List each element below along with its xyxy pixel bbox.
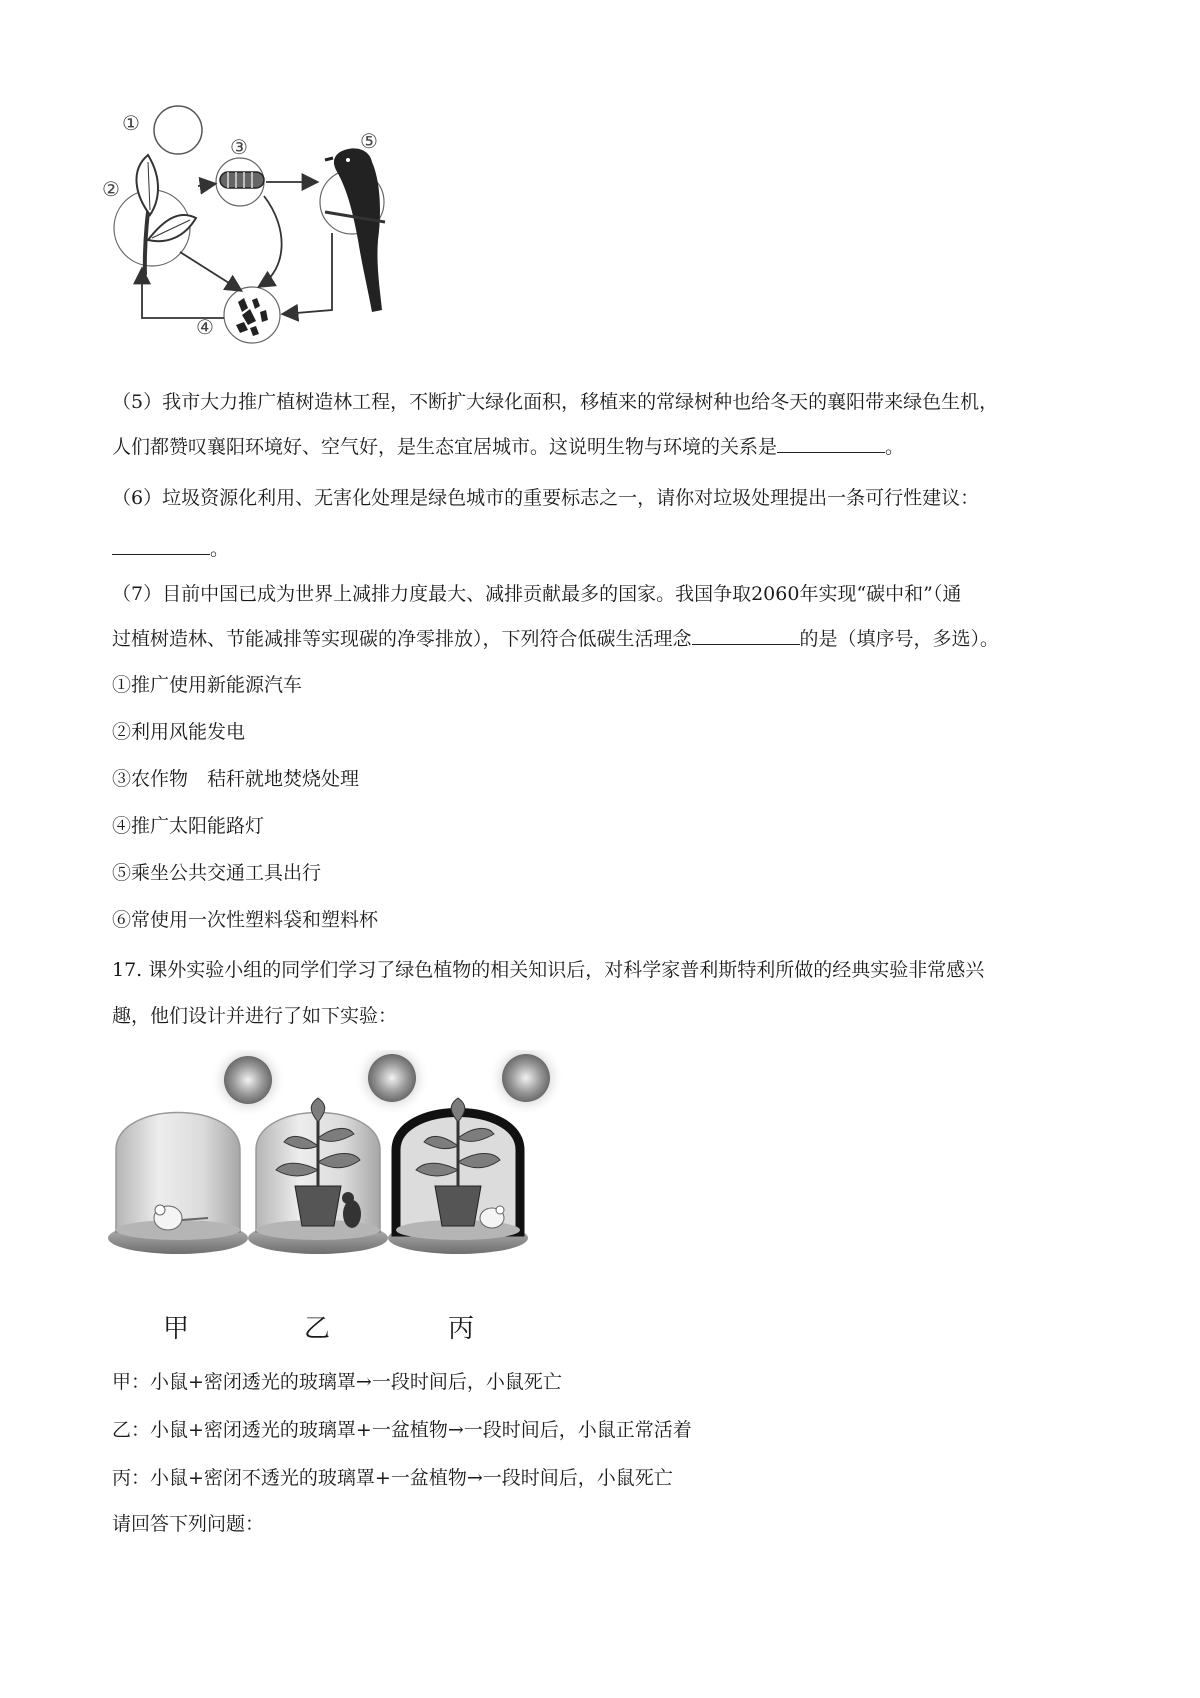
- label-1: ①: [122, 111, 140, 135]
- arrow-plant-to-decomposer: [180, 252, 240, 290]
- label-4: ④: [196, 315, 214, 339]
- plant-icon: [114, 155, 196, 275]
- q5-line-2-text: 人们都赞叹襄阳环境好、空气好，是生态宜居城市。这说明生物与环境的关系是: [112, 436, 778, 458]
- sun-icon: [154, 106, 202, 154]
- q7-option-4: ④推广太阳能路灯: [112, 815, 265, 837]
- sun-icon: [210, 1050, 286, 1118]
- jar-label-bing: 丙: [448, 1314, 475, 1344]
- jar-label-yi: 乙: [304, 1314, 331, 1344]
- bell-jar-experiment: [108, 1050, 628, 1300]
- sun-icon: [488, 1050, 564, 1116]
- label-5: ⑤: [360, 129, 378, 153]
- jar-bing: [388, 1098, 528, 1254]
- food-web-diagram: [100, 100, 400, 370]
- jar-yi: [248, 1098, 388, 1254]
- q6-line-2: [112, 536, 229, 561]
- q5-end: 。: [885, 436, 905, 458]
- q7-option-2: ②利用风能发电: [112, 721, 246, 743]
- q6-answer-blank[interactable]: [112, 536, 210, 555]
- q5-line-2: [112, 434, 904, 459]
- q17-result-yi: 乙：小鼠+密闭透光的玻璃罩+一盆植物→一段时间后，小鼠正常活着: [112, 1419, 692, 1441]
- q7-line-2b: 的是（填序号，多选）。: [799, 628, 1000, 650]
- jar-label-jia: 甲: [163, 1314, 190, 1344]
- q17-line-1: 17. 课外实验小组的同学们学习了绿色植物的相关知识后，对科学家普利斯特利所做的经典实验非常感兴: [112, 959, 985, 981]
- q7-option-1: ①推广使用新能源汽车: [112, 674, 303, 696]
- arrow-bird-to-decomposer: [284, 233, 332, 314]
- q17-result-bing: 丙：小鼠+密闭不透光的玻璃罩+一盆植物→一段时间后，小鼠死亡: [112, 1467, 673, 1489]
- q17-prompt: 请回答下列问题：: [112, 1513, 265, 1535]
- q7-option-3: ③农作物 秸秆就地焚烧处理: [112, 768, 360, 790]
- q5-answer-blank[interactable]: [777, 434, 885, 453]
- q17-result-jia: 甲：小鼠+密闭透光的玻璃罩→一段时间后，小鼠死亡: [112, 1371, 562, 1393]
- q7-line-1: （7）目前中国已成为世界上减排力度最大、减排贡献最多的国家。我国争取2060年实现“碳中和”（通: [112, 583, 962, 605]
- caterpillar-icon: [216, 158, 264, 206]
- arrow-plant-to-caterpillar: [198, 184, 214, 186]
- decomposer-icon: [224, 287, 280, 343]
- q7-option-6: ⑥常使用一次性塑料袋和塑料杯: [112, 909, 379, 931]
- label-3: ③: [230, 135, 248, 159]
- q7-answer-blank[interactable]: [692, 626, 800, 645]
- q7-option-5: ⑤乘坐公共交通工具出行: [112, 862, 322, 884]
- q7-line-2a: 过植树造林、节能减排等实现碳的净零排放），下列符合低碳生活理念: [112, 628, 692, 650]
- q6-end: 。: [210, 538, 230, 560]
- bird-icon: [320, 148, 385, 312]
- q5-line-1: （5）我市大力推广植树造林工程，不断扩大绿化面积，移植来的常绿树种也给冬天的襄阳带来绿色生机，: [112, 391, 999, 413]
- sun-icon: [354, 1050, 430, 1116]
- arrow-decomposer-to-plant: [142, 270, 224, 318]
- q6-line-1: （6）垃圾资源化利用、无害化处理是绿色城市的重要标志之一，请你对垃圾处理提出一条可行性建议：: [112, 487, 980, 509]
- jar-jia: [108, 1113, 248, 1255]
- arrow-caterpillar-to-decomposer: [260, 196, 282, 286]
- q17-line-2: 趣，他们设计并进行了如下实验：: [112, 1005, 398, 1027]
- label-2: ②: [102, 177, 120, 201]
- q7-line-2: [112, 626, 999, 651]
